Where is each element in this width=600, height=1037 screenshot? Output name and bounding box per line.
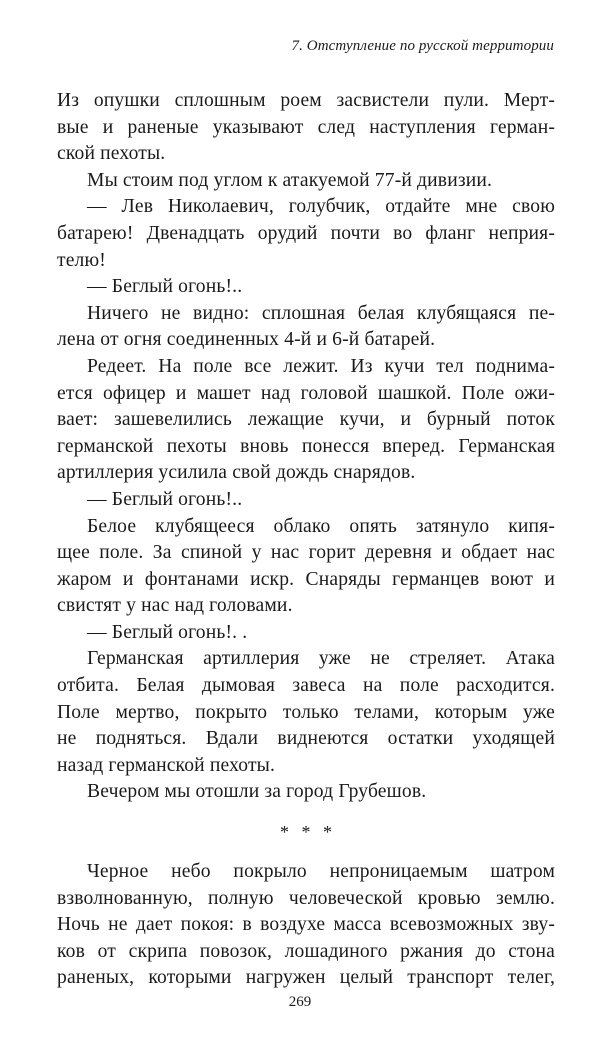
text-line: Ночь не дает покоя: в воздухе масса всевозможных зву- xyxy=(57,914,555,936)
text-line: — Беглый огонь!.. xyxy=(87,488,243,510)
text-line: — Лев Николаевич, голубчик, отдайте мне свою xyxy=(87,196,555,218)
text-line: Вечером мы отошли за город Грубешов. xyxy=(87,781,427,803)
text-line: Ничего не видно: сплошная белая клубящаяся пе- xyxy=(87,302,555,324)
text-line: назад германской пехоты. xyxy=(57,754,276,776)
text-line: Черное небо покрыло непроницаемым шатром xyxy=(87,861,555,883)
text-line: свистят у нас над головами. xyxy=(57,595,293,617)
text-line: батарею! Двенадцать орудий почти во фланг неприя- xyxy=(57,222,555,244)
text-line: вает: зашевелились лежащие кучи, и бурный поток xyxy=(57,409,555,431)
body-text xyxy=(57,88,555,992)
running-header: 7. Отступление по русской территории xyxy=(291,38,554,54)
text-line: Белое клубящееся облако опять затянуло кипя- xyxy=(87,515,555,537)
text-line: жаром и фонтанами искр. Снаряды германцев воют и xyxy=(57,568,555,590)
section-separator: * * * xyxy=(280,822,336,843)
text-line: лена от огня соединенных 4-й и 6-й батарей. xyxy=(57,329,436,351)
text-line: Мы стоим под углом к атакуемой 77-й дивизии. xyxy=(87,169,493,191)
text-line: телю! xyxy=(57,249,106,271)
page-number: 269 xyxy=(288,994,312,1010)
text-line: — Беглый огонь!.. xyxy=(87,276,243,298)
text-line: — Беглый огонь!. . xyxy=(87,621,248,643)
text-line: ется офицер и машет над головой шашкой. Поле ожи- xyxy=(57,382,555,404)
text-line: ской пехоты. xyxy=(57,143,166,165)
text-line: Редеет. На поле все лежит. Из кучи тел поднима- xyxy=(87,355,555,377)
text-line: ков от скрипа повозок, лошадиного ржания до стона xyxy=(57,940,555,962)
text-line: раненых, которыми нагружен целый транспорт телег, xyxy=(57,967,555,989)
text-line: взволнованную, полную человеческой кровью землю. xyxy=(57,887,555,909)
text-line: Германская артиллерия уже не стреляет. Атака xyxy=(87,648,555,670)
text-line: германской пехоты вновь понесся вперед. Германская xyxy=(57,435,555,457)
text-line: отбита. Белая дымовая завеса на поле расходится. xyxy=(57,675,555,697)
text-line: Из опушки сплошным роем засвистели пули. Мерт- xyxy=(57,90,555,111)
text-line: Поле мертво, покрыто только телами, которым уже xyxy=(57,701,555,723)
text-line: не подняться. Вдали виднеются остатки уходящей xyxy=(57,728,555,750)
text-line: артиллерия усилила свой дождь снарядов. xyxy=(57,462,416,484)
text-line: щее поле. За спиной у нас горит деревня и обдает нас xyxy=(57,542,555,564)
text-line: вые и раненые указывают след наступления герман- xyxy=(57,116,555,138)
